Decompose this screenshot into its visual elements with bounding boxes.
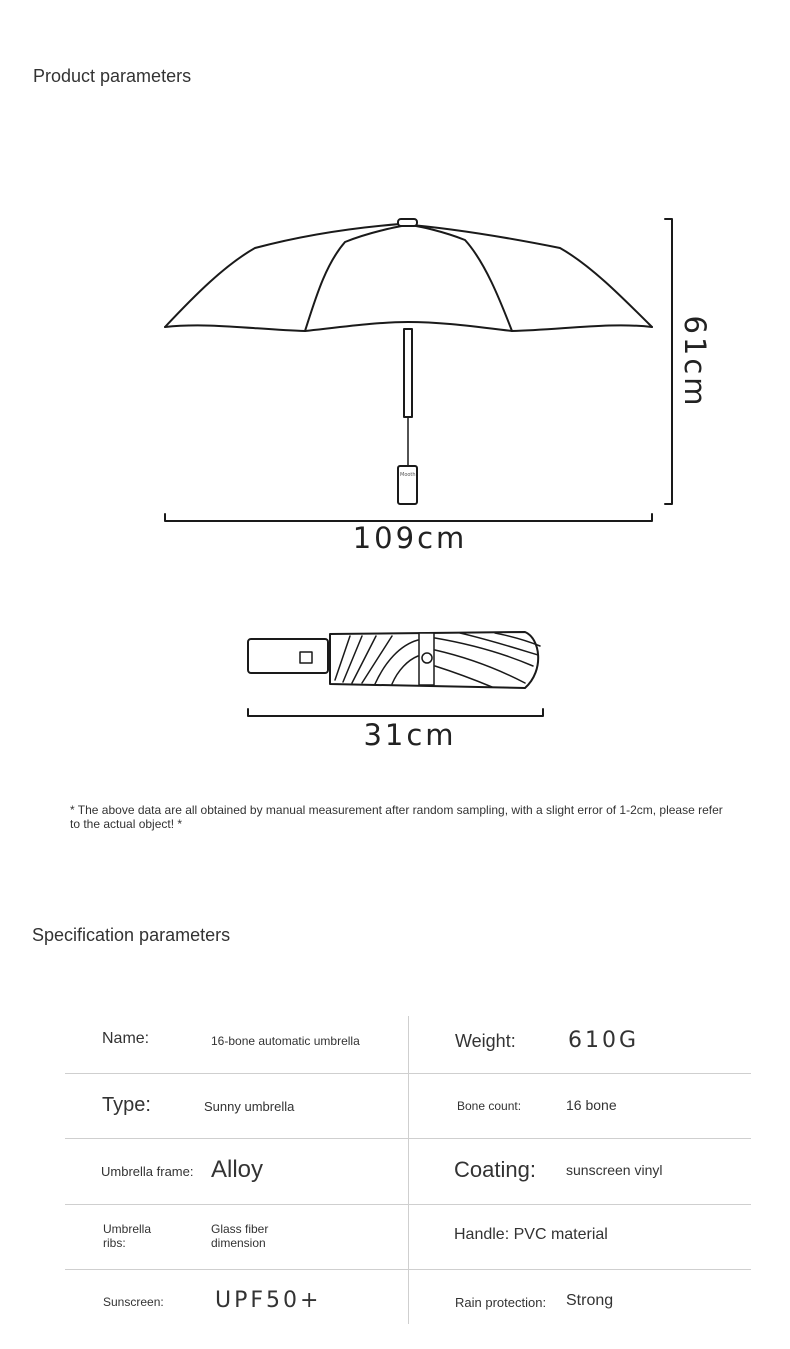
name-value: 16-bone automatic umbrella <box>211 1034 360 1048</box>
umbrella-shaft <box>404 329 412 417</box>
ribs-value: Glass fiber dimension <box>211 1222 269 1250</box>
height-dimension-line <box>665 219 672 504</box>
width-label: 109cm <box>352 521 468 555</box>
specification-parameters-title: Specification parameters <box>32 925 231 945</box>
frame-label: Umbrella frame: <box>101 1164 194 1179</box>
weight-label: Weight: <box>455 1031 516 1051</box>
rain-protection-label: Rain protection: <box>455 1295 547 1310</box>
folded-handle <box>248 639 328 673</box>
sunscreen-label: Sunscreen: <box>103 1295 164 1309</box>
folded-dimension-line <box>248 709 543 716</box>
handle-spec: Handle: PVC material <box>454 1226 608 1243</box>
canopy-outline <box>165 224 652 327</box>
snap-button <box>422 653 432 663</box>
bone-count-value: 16 bone <box>566 1097 617 1113</box>
width-dimension-line <box>165 514 652 521</box>
type-value: Sunny umbrella <box>204 1099 295 1114</box>
weight-value: 610G <box>568 1028 640 1053</box>
open-umbrella-diagram <box>0 0 790 560</box>
umbrella-tip <box>398 219 417 226</box>
coating-label: Coating: <box>454 1157 536 1182</box>
rain-protection-value: Strong <box>566 1292 614 1309</box>
frame-value: Alloy <box>211 1156 264 1183</box>
sunscreen-value: UPF50+ <box>215 1288 322 1313</box>
canopy-panel <box>305 225 512 331</box>
product-parameters-title: Product parameters <box>33 66 192 86</box>
folded-umbrella-diagram <box>0 600 790 730</box>
handle-logo: Mooth <box>400 472 416 478</box>
bone-count-label: Bone count: <box>457 1099 522 1113</box>
table-column-divider <box>408 1016 409 1324</box>
measurement-note: * The above data are all obtained by manual measurement after random sampling, with a slight error of 1-2cm, please refer to the actual object! * <box>70 803 723 831</box>
folded-length-label: 31cm <box>363 718 457 752</box>
name-label: Name: <box>102 1030 150 1047</box>
ribs-label: Umbrella ribs: <box>103 1222 152 1250</box>
coating-value: sunscreen vinyl <box>566 1162 663 1178</box>
type-label: Type: <box>102 1094 151 1116</box>
height-label: 61cm <box>678 315 712 409</box>
